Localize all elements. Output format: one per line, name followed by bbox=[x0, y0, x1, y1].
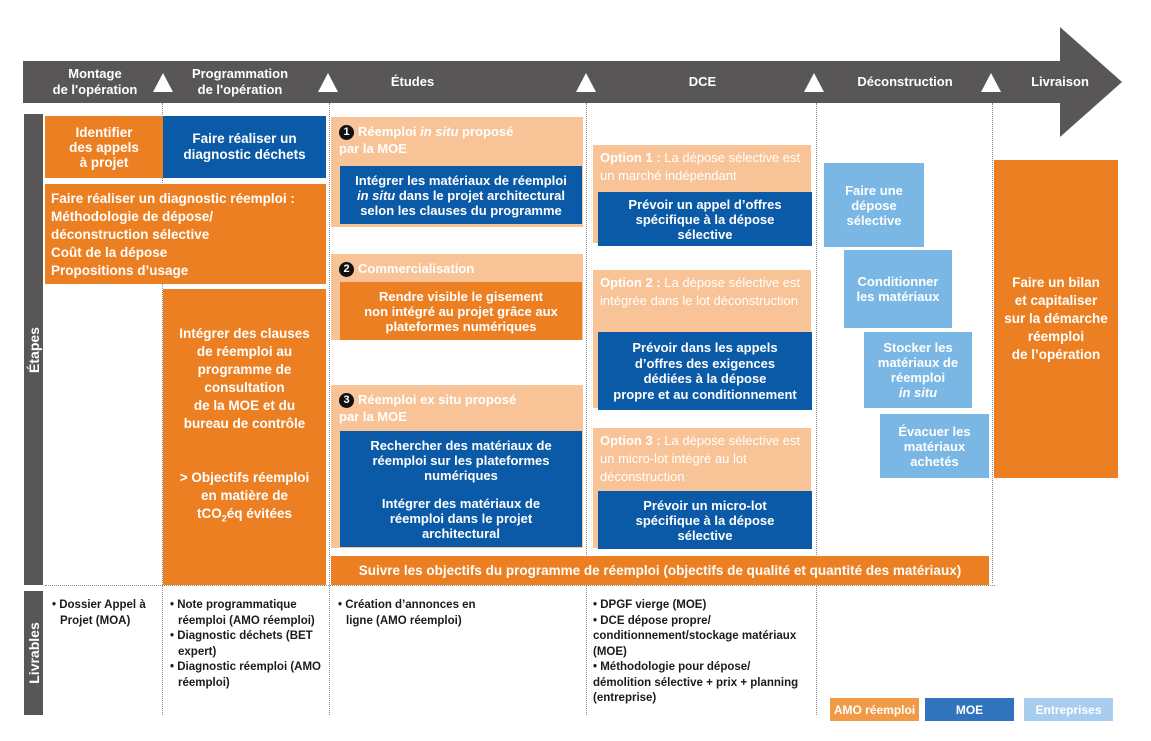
step-text: éq évitées bbox=[226, 506, 293, 521]
row-divider bbox=[45, 585, 995, 586]
step-text: de la MOE et du bbox=[193, 398, 296, 413]
step-rechercher-materiaux bbox=[340, 431, 582, 489]
step-diagnostic-reemploi bbox=[45, 184, 326, 284]
step-text: Méthodologie de dépose/ bbox=[51, 209, 214, 224]
number-badge-icon: 1 bbox=[339, 125, 354, 140]
step-suivre-objectifs bbox=[331, 556, 989, 585]
scenario-title: par la MOE bbox=[339, 141, 407, 156]
legend-amo-reemploi bbox=[830, 698, 919, 721]
subscript: 2 bbox=[221, 513, 227, 524]
step-text: réemploi dans le projet bbox=[389, 510, 533, 526]
column-divider bbox=[816, 103, 817, 715]
step-text: sur la démarche bbox=[1004, 311, 1108, 326]
step-text: numériques bbox=[424, 467, 498, 483]
step-text: propre et au conditionnement bbox=[613, 386, 797, 402]
step-rendre-visible-gisement bbox=[340, 282, 582, 340]
row-label-etapes bbox=[24, 114, 43, 585]
step-text: sélective bbox=[677, 527, 733, 543]
step-text: Intégrer les matériaux de réemploi bbox=[355, 172, 567, 188]
milestone-triangle-icon bbox=[804, 73, 824, 92]
step-text: réemploi bbox=[1027, 329, 1085, 344]
step-text: en matière de bbox=[200, 488, 289, 503]
step-conditionner-materiaux bbox=[844, 250, 952, 328]
title-text: Commercialisation bbox=[358, 261, 475, 276]
step-text: de réemploi au bbox=[196, 344, 293, 359]
step-text: Intégrer des clauses bbox=[179, 326, 310, 341]
scenario-title bbox=[339, 123, 575, 140]
option-label: Option 1 : bbox=[600, 150, 661, 165]
deliverable-item: • DCE dépose propre/ conditionnement/stockage matériaux (MOE) bbox=[593, 614, 797, 658]
row-label-livrables bbox=[24, 591, 43, 715]
step-text: non intégré au projet grâce aux bbox=[364, 303, 558, 319]
step-text: Identifier bbox=[75, 124, 133, 140]
step-text: achetés bbox=[910, 453, 959, 469]
step-faire-bilan bbox=[994, 160, 1118, 478]
step-text: consultation bbox=[204, 380, 285, 395]
column-divider bbox=[329, 103, 330, 715]
step-text: selon les clauses du programme bbox=[360, 202, 562, 218]
deliverable-item: • Dossier Appel à Projet (MOA) bbox=[52, 599, 146, 627]
column-divider bbox=[586, 103, 587, 715]
title-italic: in situ bbox=[420, 124, 459, 139]
step-text: programme de bbox=[197, 362, 292, 377]
step-text: Faire une bbox=[845, 182, 903, 198]
step-text: sélective bbox=[846, 212, 902, 228]
step-text: dans le projet architectural bbox=[395, 187, 566, 203]
scenario-2-commercialisation bbox=[331, 254, 583, 340]
option-text: La dépose sélective est un marché indépendant bbox=[600, 150, 801, 183]
scenario-title bbox=[339, 391, 575, 408]
milestone-triangle-icon bbox=[318, 73, 338, 92]
number-badge-icon: 2 bbox=[339, 262, 354, 277]
step-text: matériaux de bbox=[877, 355, 959, 370]
deliverables-montage bbox=[52, 598, 157, 629]
phase-livraison bbox=[1010, 61, 1110, 103]
deliverables-etudes bbox=[338, 598, 488, 629]
option-title bbox=[600, 149, 804, 185]
step-text bbox=[163, 505, 326, 528]
option-text: La dépose sélective est un micro-lot intégré au lot déconstruction bbox=[600, 433, 801, 484]
step-faire-depose-selective bbox=[824, 163, 924, 247]
step-text: réemploi bbox=[890, 370, 946, 385]
option-text: La dépose sélective est intégrée dans le lot déconstruction bbox=[600, 275, 801, 308]
step-text: Conditionner bbox=[857, 274, 939, 289]
step-text: Intégrer des matériaux de bbox=[381, 495, 541, 511]
title-text: proposé bbox=[458, 124, 514, 139]
step-text: Propositions d’usage bbox=[51, 263, 189, 278]
phase-label: Programmation bbox=[191, 66, 289, 81]
step-identifier-appels bbox=[45, 116, 163, 178]
step-text: Faire réaliser un diagnostic réemploi : bbox=[51, 191, 295, 206]
deliverables-programmation bbox=[170, 598, 325, 691]
option-label: Option 3 : bbox=[600, 433, 661, 448]
step-text: sélective bbox=[677, 226, 733, 242]
deliverable-item: • DPGF vierge (MOE) bbox=[593, 599, 707, 611]
milestone-triangle-icon bbox=[153, 73, 173, 92]
dce-option-1 bbox=[593, 145, 811, 243]
step-text: Rechercher des matériaux de bbox=[370, 437, 552, 453]
deliverable-item: • Note programmatique réemploi (AMO réemploi) bbox=[170, 599, 315, 627]
step-text: des appels bbox=[69, 139, 139, 155]
phase-label: Études bbox=[390, 74, 435, 89]
legend-label: MOE bbox=[955, 702, 984, 717]
step-text: dépose bbox=[851, 197, 897, 213]
step-text: plateformes numériques bbox=[385, 318, 537, 334]
phase-programmation bbox=[175, 61, 305, 103]
step-evacuer-materiaux bbox=[880, 414, 989, 478]
legend-moe bbox=[925, 698, 1014, 721]
phase-deconstruction bbox=[840, 61, 970, 103]
step-text: spécifique à la dépose bbox=[635, 211, 775, 227]
phase-label: Montage bbox=[68, 66, 122, 81]
step-text: de l’opération bbox=[1011, 347, 1101, 362]
step-text: Prévoir dans les appels bbox=[632, 340, 778, 355]
step-text: réemploi sur les plateformes bbox=[372, 452, 550, 468]
legend-entreprises bbox=[1024, 698, 1113, 721]
step-text: Suivre les objectifs du programme de réemploi (objectifs de qualité et quantité des matériaux) bbox=[358, 563, 962, 578]
step-integrer-materiaux-in-situ bbox=[340, 166, 582, 224]
scenario-title: par la MOE bbox=[339, 409, 407, 424]
row-label-text: Étapes bbox=[25, 326, 42, 373]
phase-label: Livraison bbox=[1031, 74, 1089, 89]
step-diagnostic-dechets bbox=[163, 116, 326, 178]
step-text: Prévoir un appel d’offres bbox=[628, 196, 782, 212]
step-text: Rendre visible le gisement bbox=[378, 288, 543, 304]
option-label: Option 2 : bbox=[600, 275, 661, 290]
scenario-title bbox=[339, 260, 575, 277]
scenario-3-reemploi-ex-situ bbox=[331, 385, 583, 548]
italic-text: in situ bbox=[356, 187, 396, 203]
legend-label: AMO réemploi bbox=[833, 702, 916, 717]
deliverable-item: • Méthodologie pour dépose/ démolition sélective + prix + planning (entreprise) bbox=[593, 661, 799, 704]
step-integrer-clauses bbox=[163, 289, 326, 585]
step-text: bureau de contrôle bbox=[183, 416, 306, 431]
dce-option-3 bbox=[593, 428, 811, 548]
number-badge-icon: 3 bbox=[339, 393, 354, 408]
step-text: à projet bbox=[79, 154, 129, 170]
phase-label: de l'opération bbox=[52, 82, 138, 97]
step-text: architectural bbox=[421, 525, 501, 541]
milestone-triangle-icon bbox=[576, 73, 596, 92]
step-integrer-materiaux-projet bbox=[340, 489, 582, 547]
step-text: déconstruction sélective bbox=[51, 227, 210, 242]
option-title bbox=[600, 432, 804, 486]
step-text: spécifique à la dépose bbox=[635, 512, 775, 528]
step-exigences-depose-propre bbox=[598, 332, 812, 410]
step-text: matériaux bbox=[903, 438, 966, 454]
phase-label: DCE bbox=[688, 74, 717, 89]
step-appel-offres-specifique bbox=[598, 192, 812, 246]
legend-label: Entreprises bbox=[1035, 702, 1102, 717]
column-divider bbox=[992, 103, 993, 583]
deliverable-item: • Création d’annonces en ligne (AMO réemploi) bbox=[338, 599, 476, 627]
row-label-text: Livrables bbox=[25, 622, 42, 684]
step-text: Évacuer les bbox=[898, 423, 971, 439]
dce-option-2 bbox=[593, 270, 811, 408]
step-text: Prévoir un micro-lot bbox=[643, 497, 767, 513]
step-text bbox=[357, 188, 565, 203]
phase-label: Déconstruction bbox=[857, 74, 953, 89]
scenario-1-reemploi-in-situ bbox=[331, 117, 583, 227]
co2-text: tCO bbox=[196, 506, 222, 521]
deliverable-item: • Diagnostic déchets (BET expert) bbox=[170, 630, 313, 658]
deliverable-item: • Diagnostic réemploi (AMO réemploi) bbox=[170, 661, 321, 689]
title-text: Réemploi bbox=[358, 124, 421, 139]
milestone-triangle-icon bbox=[981, 73, 1001, 92]
step-micro-lot-specifique bbox=[598, 491, 812, 549]
step-text: Faire un bilan bbox=[1012, 275, 1100, 290]
step-text: Coût de la dépose bbox=[51, 245, 168, 260]
step-text: et capitaliser bbox=[1014, 293, 1098, 308]
option-title bbox=[600, 274, 804, 310]
step-text: > Objectifs réemploi bbox=[179, 470, 310, 485]
title-text: Réemploi ex situ proposé bbox=[358, 392, 517, 407]
step-text: in situ bbox=[898, 385, 938, 400]
phase-montage bbox=[30, 61, 160, 103]
step-text: dédiées à la dépose bbox=[643, 371, 767, 386]
deliverables-dce bbox=[593, 598, 808, 707]
step-text: Faire réaliser un bbox=[192, 131, 297, 146]
phase-etudes bbox=[345, 61, 480, 103]
step-text: les matériaux bbox=[856, 289, 940, 304]
phase-dce bbox=[640, 61, 765, 103]
step-text: diagnostic déchets bbox=[183, 147, 306, 162]
step-text: d’offres des exigences bbox=[634, 355, 776, 371]
step-stocker-materiaux bbox=[864, 332, 972, 408]
phase-label: de l'opération bbox=[197, 82, 283, 97]
step-text: Stocker les bbox=[883, 340, 953, 355]
